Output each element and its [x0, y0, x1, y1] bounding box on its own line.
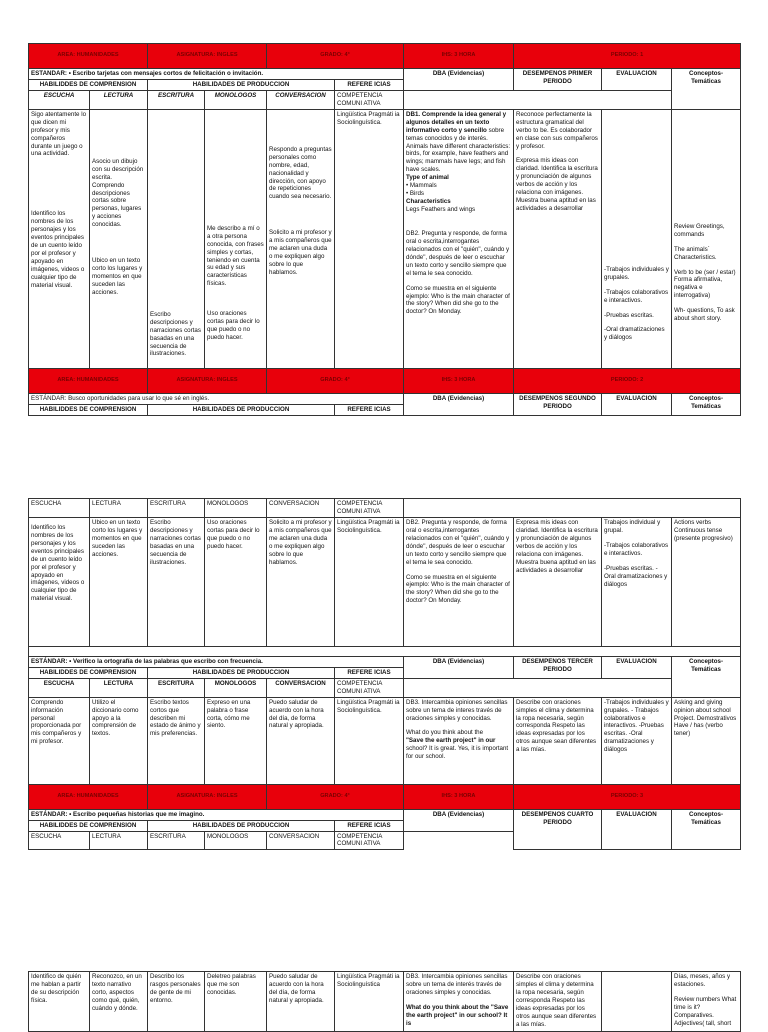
dba-cell: DB1. Comprende la idea general y algunos detalles en un texto informativo corto y sencillo sobre temas conocidos y de interés. Animals have different characteristics: birds, for example, have feathers and wings; mammals have legs; and fish have scales. Type of animal • Mammals • Birds Characteristics Legs Feathers and wings DB2. Pregunta y responde, de forma oral o escrita,interrogantes relacionados con el "quién", cuándo y dónde", después de leer o escuchar un texto corto y sencillo siempre que el tema le sea conocido. Como se muestra en el siguiente ejemplo: Who is the main character of the story? When did she go to the doctor? On Monday. [404, 109, 514, 368]
ihs-label: IHS: 3 HORA [404, 44, 514, 69]
header-band [29, 44, 741, 69]
desempenos-cell-p3: Describe con oraciones simples el clima y determina la ropa necesaria, según corresponda Respeto las ideas expresadas por los otros aunque sean diferentes a las mías. [514, 697, 602, 784]
monologos-heading: MONOLOGOS [205, 90, 267, 109]
dba-heading-p2: DBA (Evidencias) [404, 393, 514, 415]
desempenos-cell: Reconoce perfectamente la estructura gramatical del verbo to be. Es colaborador en clase con sus compañeros y profesor. Expresa mis ideas con claridad. Identifica la escritura y pronunciación de algunos verbos de acción y los relaciona con imágenes. Muestra buena aptitud en las actividades a desarrollar [514, 109, 602, 368]
dba-cell-p4: DB3. Intercambia opiniones sencillas sobre un tema de interés través de oraciones simples y conocidas. What do you think about the "Save the earth project" in our school? It is [404, 972, 514, 1032]
dba-heading: DBA (Evidencias) [404, 69, 514, 91]
comprension-heading: HABILIDDES DE COMPRENSION [29, 79, 148, 90]
asignatura-label: ASIGNATURA: INGLES [148, 44, 267, 69]
estandar-p4: ESTÁNDAR: • Escribo pequeñas historias que me imagino. [29, 809, 404, 820]
dba-cell-p2: DB2. Pregunta y responde, de forma oral o escrita,interrogantes relacionados con el "quién", cuándo y dónde", después de leer o escuchar un texto corto y sencillo siempre que el tema le sea conocido. Como se muestra en el siguiente ejemplo: Who is the main character of the story? When did she go to the doctor? On Monday. [404, 517, 514, 646]
conversacion-cell-p3: Puedo saludar de acuerdo con la hora del día, de forma natural y apropiada. [267, 697, 335, 784]
estandar-p2: ESTÁNDAR: Busco oportunidades para usar lo que sé en inglés. [29, 393, 404, 404]
grado-label: GRADO: 4° [267, 44, 404, 69]
competencia-cell: Lingüística Pragmáti ia Sociolinguística. [335, 109, 404, 368]
conversacion-cell-p2: Solicito a mi profesor y a mis compañeros que me aclaren una duda o me expliquen algo sobre lo que hablamos. [267, 517, 335, 646]
conceptos-cell: Review Greetings, commands The animals´ Characteristics. Verb to be (ser / estar) Forma afirmativa, negativa e interrogativa) Wh- questions, To ask about short story. [672, 109, 741, 368]
evaluacion-heading-p2: EVALUACION [602, 393, 672, 415]
lectura-cell-p2: Ubico en un texto corto los lugares y momentos en que suceden las acciones. [90, 517, 148, 646]
referencias-heading: REFERE ICIAS [335, 79, 404, 90]
evaluacion-heading: EVALUACION [602, 69, 672, 91]
desempenos-heading-p2: DESEMPENOS SEGUNDO PERIODO [514, 393, 602, 415]
escritura-heading: ESCRITURA [148, 90, 205, 109]
escritura-cell-p3: Escribo textos cortos que describen mi estado de ánimo y mis preferencias. [148, 697, 205, 784]
conceptos-heading-p2: Conceptos- Temáticas [672, 393, 741, 415]
lectura-cell-p4: Reconozco, en un texto narrativo corto, aspectos como qué, quién, cuándo y dónde. [90, 972, 148, 1032]
produccion-heading: HABILIDADES DE PRODUCCION [148, 79, 335, 90]
desempenos-cell-p2: Expresa mis ideas con claridad. Identifica la escritura y pronunciación de algunos verbos de acción y los relaciona con imágenes. Muestra buena aptitud en las actividades a desarrollar [514, 517, 602, 646]
conversacion-cell: Respondo a preguntas personales como nombre, edad, nacionalidad y dirección, con apoyo de repeticiones cuando sea necesario. Solicito a mi profesor y a mis compañeros que me aclaren una duda o me expliquen algo sobre lo que hablamos. [267, 109, 335, 368]
escritura-cell: Escribo descripciones y narraciones cortas basadas en una secuencia de ilustraciones. [148, 109, 205, 368]
plan-table-period-2: ESCUCHA LECTURA ESCRITURA MONOLOGOS CONVERSACION COMPETENCIA COMUNI ATIVA Identifico los nombres de los personajes y los eventos principales de un cuento leído por el profesor y apoyado en imágenes, videos o cualquier tipo de material visual. Ubico en un texto corto los lugares y momentos en que suceden las acciones. Escribo descripciones y narraciones cortas basadas en una secuencia de ilustraciones. Uso oraciones cortas para decir lo que puedo o no puedo hacer. Solicito a mi profesor y a mis compañeros que me aclaren una duda o me expliquen algo sobre lo que hablamos. Lingüística Pragmáti ia Sociolinguística. DB2. Pregunta y responde, de forma oral o escrita,interrogantes relacionados con el "quién", cuándo y dónde", después de leer o escuchar un texto corto y sencillo siempre que el tema le sea conocido. Como se muestra en el siguiente ejemplo: Who is the main character of the story? When did she go to the doctor? On Monday. Expresa mis ideas con claridad. Identifica la escritura y pronunciación de algunos verbos de acción y los relaciona con imágenes. Muestra buena aptitud en las actividades a desarrollar Trabajos individual y grupal. -Trabajos colaborativos e interactivos. -Pruebas escritas. -Oral dramatizaciones y diálogos Actions verbs Continuous tense (presente progresivo) ESTÁNDAR: • Verifico la ortografía de las palabras que escribo con frecuencia. DBA (Evidencias) DESEMPENOS TERCER PERIODO EVALUACION Conceptos- Temáticas HABILIDDES DE COMPRENSION HABILIDADES DE PRODUCCION REFERE ICIAS ESCUCHA LECTURA ESCRITURA MONOLOGOS CONVERSACION COMPETENCIA COMUNI ATIVA Comprendo información personal proporcionada por mis compañeros y mi profesor. Utilizo el diccionario como apoyo a la comprensión de textos. Escribo textos cortos que describen mi estado de ánimo y mis preferencias. Expreso en una palabra o frase corta, cómo me siento. Puedo saludar de acuerdo con la hora del día, de forma natural y apropiada. Lingüística Pragmáti ia Sociolinguística. DB3. Intercambia opiniones sencillas sobre un tema de interes través de oraciones simples y conocidas. What do you think about the "Save the earth project" in our school? It is great. Yes, it is important for our school. Describe con oraciones simples el clima y determina la ropa necesaria, según corresponda Respeto las ideas expresadas por los otros aunque sean diferentes a las mías. -Trabajos individuales y grupales. - Trabajos colaborativos e interactivos. -Pruebas escritas. -Oral dramatizaciones y diálogos Asking and giving opinion about school Project. Demostrativos Have / has (verbo tener) AREA: HUMANIDADES ASIGNATURA: INGLES GRADO: 4° IHS: 3 HORA PERIODO: 3 ESTÁNDAR: • Escribo pequeñas historias que me imagino. DBA (Evidencias) DESEMPENOS CUARTO PERIODO EVALUACION Conceptos- Temáticas HABILIDDES DE COMPRENSION HABILIDADES DE PRODUCCION REFERE ICIAS ESCUCHA LECTURA ESCRITURA MONOLOGOS CONVERSACION COMPETENCIA COMUNI ATIVA [28, 498, 740, 850]
escucha-cell-p4: Identifico de quién me hablan a partir de su descripción física. [29, 972, 90, 1032]
desempenos-cell-p4: Describe con oraciones simples el clima y determina la ropa necesaria, según corresponda Respeto las ideas expresadas por los otros aunque sean diferentes a las mías. [514, 972, 602, 1032]
competencia-cell-p4: Lingüística Pragmáti ia Sociolinguística [335, 972, 404, 1032]
lectura-cell: Asocio un dibujo con su descripción escrita. Comprendo descripciones cortas sobre personas, lugares y acciones conocidas. Ubico en un texto corto los lugares y momentos en que suceden las acciones. [90, 109, 148, 368]
escritura-cell-p4: Describo los rasgos personales de gente de mi entorno. [148, 972, 205, 1032]
conversacion-cell-p4: Puedo saludar de acuerdo con la hora del día, de forma natural y apropiada. [267, 972, 335, 1032]
competencia-cell-p2: Lingüística Pragmáti ia Sociolinguística. [335, 517, 404, 646]
lectura-cell-p3: Utilizo el diccionario como apoyo a la comprensión de textos. [90, 697, 148, 784]
escucha-cell-p2: Identifico los nombres de los personajes y los eventos principales de un cuento leído por el profesor y apoyado en imágenes, videos o cualquier tipo de material visual. [29, 517, 90, 646]
evaluacion-cell-p4 [602, 972, 672, 1032]
conceptos-cell-p4: Días, meses, años y estaciones. Review numbers What time is it? Comparatives. Adjectives( tall, short [672, 972, 741, 1032]
estandar-p3: ESTÁNDAR: • Verifico la ortografía de las palabras que escribo con frecuencia. [29, 656, 404, 667]
desempenos-heading: DESEMPENOS PRIMER PERIODO [514, 69, 602, 91]
plan-table-period-1: AREA: HUMANIDADES ASIGNATURA: INGLES GRADO: 4° IHS: 3 HORA PERIODO: 1 ESTANDAR: • Escribo tarjetas con mensajes cortos de felicitación o invitación. DBA (Evidencias) DESEMPENOS PRIMER PERIODO EVALUACION Conceptos- Temáticas HABILIDDES DE COMPRENSION HABILIDADES DE PRODUCCION REFERE ICIAS ESCUCHA LECTURA ESCRITURA MONOLOGOS CONVERSACION COMPETENCIA COMUNI ATIVA Sigo atentamente lo que dicen mi profesor y mis compañeros durante un juego o una actividad. Identifico los nombres de los personajes y los eventos principales de un cuento leído por el profesor y apoyado en imágenes, videos o cualquier tipo de material visual. Asocio un dibujo con su descripción escrita. Comprendo descripciones cortas sobre personas, lugares y acciones conocidas. Ubico en un texto corto los lugares y momentos en que suceden las acciones. Escribo descripciones y narraciones cortas basadas en una secuencia de ilustraciones. Me describo a mí o a otra persona conocida, con frases simples y cortas, teniendo en cuenta su edad y sus características físicas. Uso oraciones cortas para decir lo que puedo o no puedo hacer. Respondo a preguntas personales como nombre, edad, nacionalidad y dirección, con apoyo de repeticiones cuando sea necesario. Solicito a mi profesor y a mis compañeros que me aclaren una duda o me expliquen algo sobre lo que hablamos. Lingüística Pragmáti ia Sociolinguística. DB1. Comprende la idea general y algunos detalles en un texto informativo corto y sencillo sobre temas conocidos y de interés. Animals have different characteristics: birds, for example, have feathers and wings; mammals have legs; and fish have scales. Type of animal • Mammals • Birds Characteristics Legs Feathers and wings DB2. Pregunta y responde, de forma oral o escrita,interrogantes relacionados con el "quién", cuándo y dónde", después de leer o escuchar un texto corto y sencillo siempre que el tema le sea conocido. Como se muestra en el siguiente ejemplo: Who is the main character of the story? When did she go to the doctor? On Monday. Reconoce perfectamente la estructura gramatical del verbo to be. Es colaborador en clase con sus compañeros y profesor. Expresa mis ideas con claridad. Identifica la escritura y pronunciación de algunos verbos de acción y los relaciona con imágenes. Muestra buena aptitud en las actividades a desarrollar -Trabajos individuales y grupales. -Trabajos colaborativos e interactivos. -Pruebas escritas. -Oral dramatizaciones y diálogos Review Greetings, commands The animals´ Characteristics. Verb to be (ser / estar) Forma afirmativa, negativa e interrogativa) Wh- questions, To ask about short story. AREA: HUMANIDADES ASIGNATURA: INGLES GRADO: 4° IHS: 3 HORA PERIODO: 2 ESTÁNDAR: Busco oportunidades para usar lo que sé en inglés. DBA (Evidencias) DESEMPENOS SEGUNDO PERIODO EVALUACION Conceptos- Temáticas HABILIDDES DE COMPRENSION HABILIDADES DE PRODUCCION REFERE ICIAS [28, 43, 740, 416]
escritura-cell-p2: Escribo descripciones y narraciones cortas basadas en una secuencia de ilustraciones. [148, 517, 205, 646]
escucha-heading: ESCUCHA [29, 90, 90, 109]
conceptos-cell-p2: Actions verbs Continuous tense (presente progresivo) [672, 517, 741, 646]
evaluacion-cell-p3: -Trabajos individuales y grupales. - Trabajos colaborativos e interactivos. -Pruebas escritas. -Oral dramatizaciones y diálogos [602, 697, 672, 784]
desempenos-heading-p4: DESEMPENOS CUARTO PERIODO [514, 809, 602, 850]
header-band-period-2: AREA: HUMANIDADES ASIGNATURA: INGLES GRADO: 4° IHS: 3 HORA PERIODO: 2 [29, 368, 741, 393]
lectura-heading: LECTURA [90, 90, 148, 109]
escucha-cell: Sigo atentamente lo que dicen mi profesor y mis compañeros durante un juego o una actividad. Identifico los nombres de los personajes y los eventos principales de un cuento leído por el profesor y apoyado en imágenes, videos o cualquier tipo de material visual. [29, 109, 90, 368]
evaluacion-cell: -Trabajos individuales y grupales. -Trabajos colaborativos e interactivos. -Pruebas escritas. -Oral dramatizaciones y diálogos [602, 109, 672, 368]
header-band-period-3: AREA: HUMANIDADES ASIGNATURA: INGLES GRADO: 4° IHS: 3 HORA PERIODO: 3 [29, 784, 741, 809]
area-label: AREA: HUMANIDADES [29, 44, 148, 69]
conceptos-heading: Conceptos- Temáticas [672, 69, 741, 110]
plan-table-period-4 [28, 971, 740, 1032]
desempenos-heading-p3: DESEMPENOS TERCER PERIODO [514, 656, 602, 678]
escucha-cell-p3: Comprendo información personal proporcionada por mis compañeros y mi profesor. [29, 697, 90, 784]
periodo-label: PERIODO: 1 [514, 44, 741, 69]
competencia-heading: COMPETENCIA COMUNI ATIVA [335, 90, 404, 109]
dba-cell-p3: DB3. Intercambia opiniones sencillas sobre un tema de interes través de oraciones simples y conocidas. What do you think about the "Save the earth project" in our school? It is great. Yes, it is important for our school. [404, 697, 514, 784]
estandar: ESTANDAR: • Escribo tarjetas con mensajes cortos de felicitación o invitación. [29, 69, 404, 80]
monologos-cell-p4: Deletreo palabras que me son conocidas. [205, 972, 267, 1032]
conceptos-cell-p3: Asking and giving opinion about school Project. Demostrativos Have / has (verbo tener) [672, 697, 741, 784]
conversacion-heading: CONVERSACION [267, 90, 335, 109]
competencia-cell-p3: Lingüística Pragmáti ia Sociolinguística. [335, 697, 404, 784]
monologos-cell: Me describo a mí o a otra persona conocida, con frases simples y cortas, teniendo en cuenta su edad y sus características físicas. Uso oraciones cortas para decir lo que puedo o no puedo hacer. [205, 109, 267, 368]
evaluacion-cell-p2: Trabajos individual y grupal. -Trabajos colaborativos e interactivos. -Pruebas escritas. -Oral dramatizaciones y diálogos [602, 517, 672, 646]
monologos-cell-p2: Uso oraciones cortas para decir lo que puedo o no puedo hacer. [205, 517, 267, 646]
monologos-cell-p3: Expreso en una palabra o frase corta, cómo me siento. [205, 697, 267, 784]
